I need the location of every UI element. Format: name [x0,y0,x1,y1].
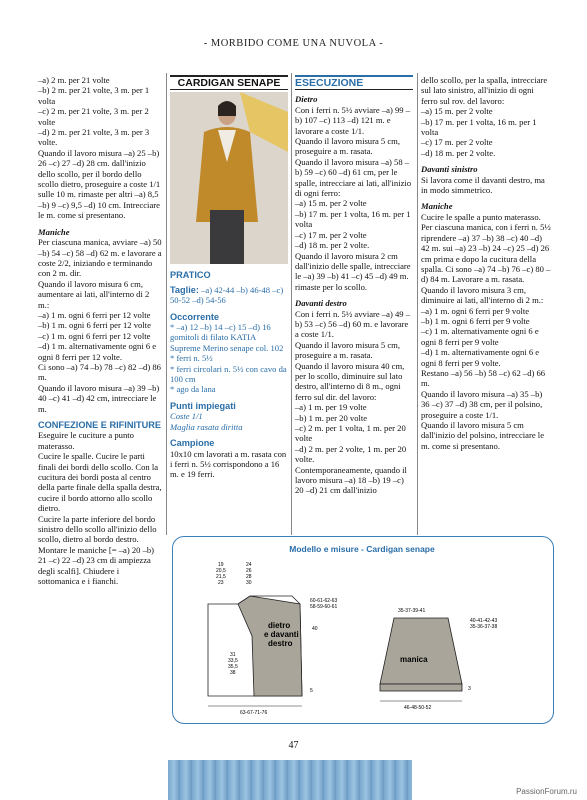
text-line: –b) 1 m. ogni 6 ferri per 12 volte [38,320,151,331]
text-line: –c) 17 m. per 2 volte [421,137,493,148]
dim-label: 21,5 [216,574,226,580]
section-title: Punti impiegati [170,400,236,411]
dim-label: 5 [310,688,313,694]
text-line: Restano –a) 56 –b) 58 –c) 62 –d) 66 m. [421,367,546,389]
text-line: Quando il lavoro misura –a) 58 –b) 59 –c) 60 –d) 61 cm, per le spalle, intrecciare ai lati, all'inizio di ogni ferro: [295,156,412,199]
text-line: Quando il lavoro misura 3 cm, diminuire ai lati, all'interno di 2 m.: [421,284,544,306]
text-line: Quando il lavoro misura 2 cm dall'inizio delle spalle, intrecciare le –a) 39 –b) 41 –c) 45 –d) 49 m. rimaste per lo scollo. [295,250,411,292]
text-line: Cucire le spalle. Cucire le parti finali dei bordi dello scollo. Con la cucitura dei bordi posta al centro della parte finale della spalla destra, cucire il bordo attorno allo scollo dietro. [38,451,162,514]
column-2 [170,75,288,480]
column-3 [295,75,413,496]
text-line: Maglia rasata diritta [170,421,243,432]
section-title: Campione [170,438,215,449]
dim-label: 23 [218,580,224,586]
text-line: –c) 1 m. alternativamente ogni 6 e ogni 8 ferri per 9 volte [421,326,539,347]
dim-label: 24 [246,562,252,568]
dim-label: 63-67-71-76 [240,710,268,716]
text-line: Quando il lavoro misura –a) 35 –b) 36 –c) 37 –d) 38 cm, per il polsino, proseguire a coste 1/1. [421,388,543,420]
text-line: Per ciascuna manica, avviare –a) 50 –b) 54 –c) 58 –d) 62 m. e lavorare a coste 2/2, iniziando e terminando con 2 m. dir. [38,237,162,279]
section-title: Davanti destro [295,298,347,309]
column-divider [417,73,418,535]
dim-label: 3 [468,686,471,692]
pattern-title: CARDIGAN SENAPE [170,75,288,90]
text-line: –d) 2 m. per 2 volte, 1 m. per 20 volte. [295,443,407,465]
text-line: –b) 17 m. per 1 volta, 16 m. per 1 volta [421,116,537,138]
text-line: –d) 1 m. alternativamente ogni 6 e ogni 8 ferri per 12 volte. [38,341,157,362]
column-1 [38,75,162,587]
text-line: Quando il lavoro misura 5 cm, proseguire a m. rasata. [295,339,401,361]
section-title: Maniche [38,226,70,237]
text-line: –d) 18 m. per 2 volte. [421,147,496,158]
text-line: –b) 17 m. per 1 volta, 16 m. per 1 volta [295,208,411,230]
text-line: –b) 1 m. ogni 6 ferri per 9 volte [421,315,530,326]
text-line: Quando il lavoro misura 5 cm, proseguire a m. rasata. [295,136,401,157]
dim-label: 35-36-37-38 [470,624,498,630]
dim-label: 26 [246,568,252,574]
text-line: * ferri circolari n. 5½ con cavo da 100 cm [170,363,287,385]
sizes-value: –a) 42-44 –b) 46-48 –c) 50-52 –d) 54-56 [170,284,284,306]
knit-texture-strip [168,760,412,800]
text-line: –c) 2 m. per 21 volte, 3 m. per 2 volte [38,106,149,127]
section-title: Maniche [421,201,453,212]
text-line: Quando il lavoro misura –a) 25 –b) 26 –c) 27 –d) 28 cm. dall'inizio dello scollo, per il bordo dello scollo dietro, proseguire a coste 1/1 sulle 10 m. rimaste per altri –a) 8,5 –b) 9 –c) 9,5 –d) 10 cm. Intrecciare le m. come si presentano. [38,147,161,221]
section-title: Occorrente [170,311,220,322]
text-line: Quando il lavoro misura 6 cm, aumentare ai lati, all'interno di 2 m.: [38,278,150,310]
front-label: e davanti [264,630,299,639]
text-line: –a) 2 m. per 21 volte [38,75,110,85]
text-line: * –a) 12 –b) 14 –c) 15 –d) 16 gomitoli di filato KATIA Supreme Merino senape col. 102 [170,322,284,353]
text-line: –d) 1 m. alternativamente ogni 6 e ogni 8 ferri per 9 volte. [421,347,540,368]
sleeve-outline [380,618,462,684]
text-line: –b) 1 m. per 20 volte [295,412,368,423]
dim-label: 40-41-42-43 [470,618,498,624]
text-line: –c) 17 m. per 2 volte [295,229,367,240]
text-line: Si lavora come il davanti destro, ma in modo simmetrico. [421,174,545,196]
model-photo [170,92,288,264]
dim-label: 35,5 [228,664,238,670]
text-line: 10x10 cm lavorati a m. rasata con i ferri n. 5½ corrispondono a 16 m. e 19 ferri. [170,448,287,480]
text-line: –a) 15 m. per 2 volte [421,106,493,117]
text-line: –a) 15 m. per 2 volte [295,198,367,209]
text-line: Cucire le spalle a punto materasso. [421,211,541,222]
text-line: –a) 1 m. per 19 volte [295,402,367,413]
dim-label: 46-48-50-52 [404,705,432,711]
page-header: - MORBIDO COME UNA NUVOLA - [203,38,384,49]
text-line: Ci sono –a) 74 –b) 78 –c) 82 –d) 86 m. [38,361,161,383]
text-line: Eseguire le cuciture a punto materasso. [38,430,134,451]
dim-label: 38 [230,670,236,676]
text-line: Con i ferri n. 5½ avviare –a) 49 –b) 53 –c) 56 –d) 60 m. e lavorare a coste 1/1. [295,308,411,340]
section-title: Davanti sinistro [421,164,478,175]
text-line: –b) 2 m. per 21 volte, 3 m. per 1 volta [38,85,150,106]
schematic-drawing [172,556,552,720]
column-4 [421,75,551,451]
dim-label: 30 [246,580,252,586]
text-line: –a) 1 m. ogni 6 ferri per 9 volte [421,305,530,316]
model-illustration [170,92,288,264]
text-line: dello scollo, per la spalla, intrecciare sul lato sinistro, all'inizio di ogni ferro sul rov. del lavoro: [421,75,548,106]
text-line: Coste 1/1 [170,411,203,422]
text-line: Con i ferri n. 5½ avviare –a) 99 –b) 107 –c) 113 –d) 121 m. e lavorare a coste 1/1. [295,104,411,136]
text-line: * ago da lana [170,384,216,395]
text-line: Montare le maniche [= –a) 20 –b) 21 –c) 22 –d) 23 cm di ampiezza degli scalfi]. Chiudere i sottomanica e i fianchi. [38,544,155,587]
dim-label: 60-61-62-63 [310,598,338,604]
dim-label: 40 [312,626,318,632]
dim-label: 19 [218,562,224,568]
dim-label: 35-37-39-41 [398,608,426,614]
section-title: PRATICO [170,270,211,281]
text-line: Cucire la parte inferiore del bordo sinistro dello scollo all'inizio dello scollo, dietro al bordo destro. [38,513,157,545]
text-line: Per ciascuna manica, con i ferri n. 5½ riprendere –a) 37 –b) 38 –c) 40 –d) 42 m. sui –a) 23 –b) 24 –c) 25 –d) 26 cm prima e dopo la cucitura della spalla. Ci sono –a) 74 –b) 76 –c) 80 –d) 84 m. Lavorare a m. rasata. [421,222,551,285]
dim-label: 20,5 [216,568,226,574]
dim-label: 58-59-60-61 [310,604,338,610]
section-title: CONFEZIONE E RIFINITURE [38,420,162,430]
section-title: Dietro [295,94,318,105]
page-number: 47 [288,740,299,751]
dim-label: 31 [230,652,236,658]
front-label: destro [268,639,293,648]
text-line: –d) 18 m. per 2 volte. [295,240,370,251]
dim-label: 28 [246,574,252,580]
sizes-label: Taglie: [170,284,199,295]
text-line: Quando il lavoro misura 40 cm, per lo scollo, diminuire sul lato destro, all'interno di 8 m., ogni ferro sul dir. del lavoro: [295,360,405,402]
text-line: –a) 1 m. ogni 6 ferri per 12 volte [38,309,151,320]
section-title: ESECUZIONE [295,75,413,90]
text-line: Contemporaneamente, quando il lavoro misura –a) 18 –b) 19 –c) 20 –d) 21 cm dall'inizio [295,464,407,496]
column-divider [291,73,292,535]
dim-label: 33,5 [228,658,238,664]
text-line: Quando il lavoro misura –a) 39 –b) 40 –c) 41 –d) 42 cm, intrecciare le m. [38,382,160,414]
front-label: dietro [268,621,291,630]
text-line: –c) 2 m. per 1 volta, 1 m. per 20 volte [295,423,406,444]
watermark: PassionForum.ru [516,787,577,796]
schematic-title: Modello e misure - Cardigan senape [289,544,435,554]
column-divider [166,73,167,535]
text-line: –c) 1 m. ogni 6 ferri per 12 volte [38,330,151,341]
sleeve-label: manica [400,655,428,664]
text-line: Quando il lavoro misura 5 cm dall'inizio del polsino, intrecciare le m. come si presentano. [421,420,545,451]
text-line: * ferri n. 5½ [170,353,213,364]
text-line: –d) 2 m. per 21 volte, 3 m. per 3 volte. [38,127,150,148]
